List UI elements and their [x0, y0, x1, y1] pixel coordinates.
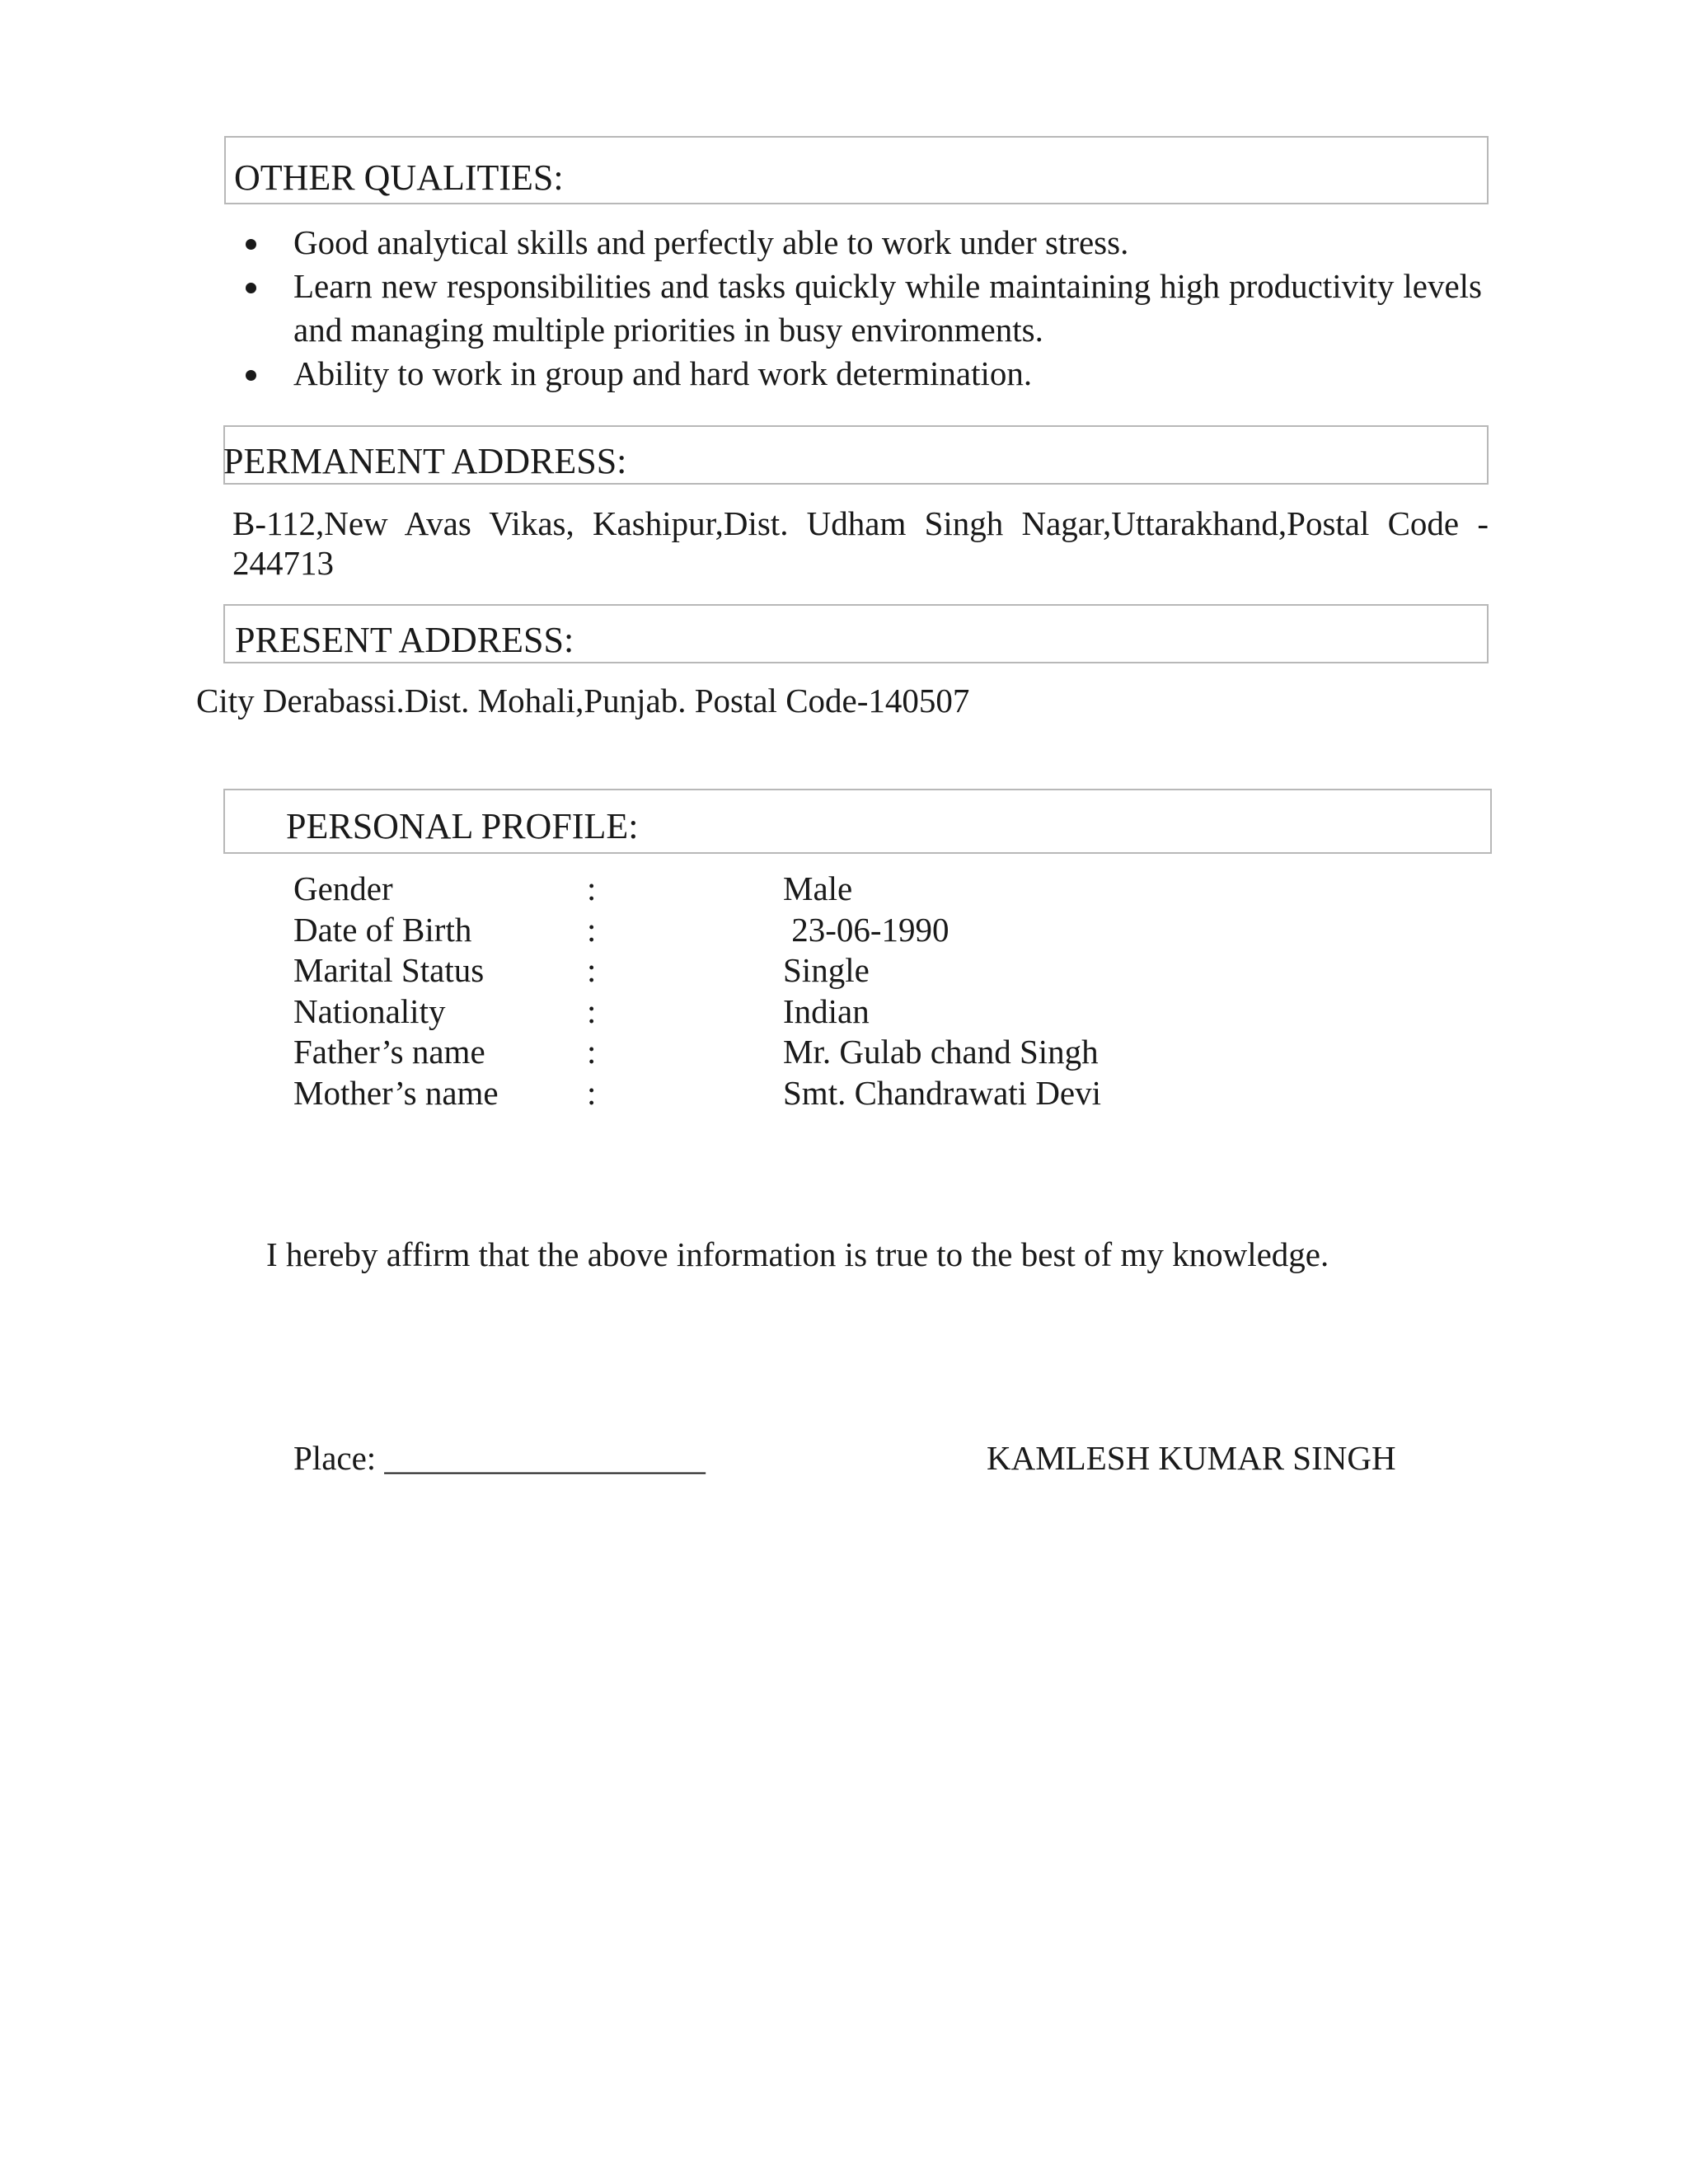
- permanent-address-text: B-112,New Avas Vikas, Kashipur,Dist. Udham Singh Nagar,Uttarakhand,Postal Code - 244713: [232, 504, 1489, 582]
- profile-value: Indian: [783, 991, 870, 1030]
- list-item: Ability to work in group and hard work determination.: [239, 352, 1482, 396]
- personal-profile-heading: PERSONAL PROFILE:: [286, 806, 639, 846]
- permanent-address-heading: PERMANENT ADDRESS:: [223, 441, 627, 481]
- profile-label: Date of Birth: [293, 910, 472, 949]
- profile-value: 23-06-1990: [783, 910, 950, 949]
- bullet-icon: [246, 283, 256, 293]
- profile-row-mothers-name: [293, 1073, 1200, 1114]
- profile-value: Mr. Gulab chand Singh: [783, 1033, 1099, 1071]
- profile-row-gender: [293, 869, 1200, 910]
- profile-value: Single: [783, 951, 870, 989]
- present-address-heading: PRESENT ADDRESS:: [235, 620, 574, 660]
- profile-separator: :: [587, 869, 597, 907]
- personal-profile-table: [293, 869, 1200, 1113]
- signature-name: KAMLESH KUMAR SINGH: [987, 1439, 1396, 1477]
- profile-label: Mother’s name: [293, 1073, 499, 1112]
- profile-row-fathers-name: [293, 1032, 1200, 1073]
- bullet-icon: [246, 239, 256, 250]
- present-address-heading-box: [223, 604, 1489, 663]
- place-field: Place: ___________________: [293, 1439, 706, 1477]
- profile-value: Smt. Chandrawati Devi: [783, 1073, 1102, 1112]
- profile-label: Gender: [293, 869, 393, 907]
- personal-profile-heading-box: [223, 789, 1492, 854]
- profile-row-marital-status: [293, 950, 1200, 991]
- permanent-address-heading-box: [223, 425, 1489, 485]
- list-item: Learn new responsibilities and tasks quickly while maintaining high productivity levels and managing multiple priorities in busy environments.: [239, 265, 1482, 352]
- profile-row-date-of-birth: [293, 910, 1200, 951]
- other-qualities-list: [239, 221, 1482, 396]
- profile-separator: :: [587, 951, 597, 989]
- bullet-icon: [246, 370, 256, 381]
- declaration-text: I hereby affirm that the above information is true to the best of my knowledge.: [266, 1235, 1329, 1273]
- profile-value: Male: [783, 869, 853, 907]
- profile-label: Father’s name: [293, 1033, 485, 1071]
- profile-separator: :: [587, 991, 597, 1030]
- profile-label: Marital Status: [293, 951, 485, 989]
- other-qualities-heading-box: [224, 136, 1489, 204]
- profile-separator: :: [587, 1073, 597, 1112]
- other-qualities-heading: OTHER QUALITIES:: [234, 157, 564, 198]
- profile-label: Nationality: [293, 991, 446, 1030]
- present-address-text: City Derabassi.Dist. Mohali,Punjab. Postal Code-140507: [196, 682, 970, 719]
- profile-separator: :: [587, 1033, 597, 1071]
- profile-row-nationality: [293, 991, 1200, 1033]
- profile-separator: :: [587, 910, 597, 949]
- list-item: Good analytical skills and perfectly able to work under stress.: [239, 221, 1482, 265]
